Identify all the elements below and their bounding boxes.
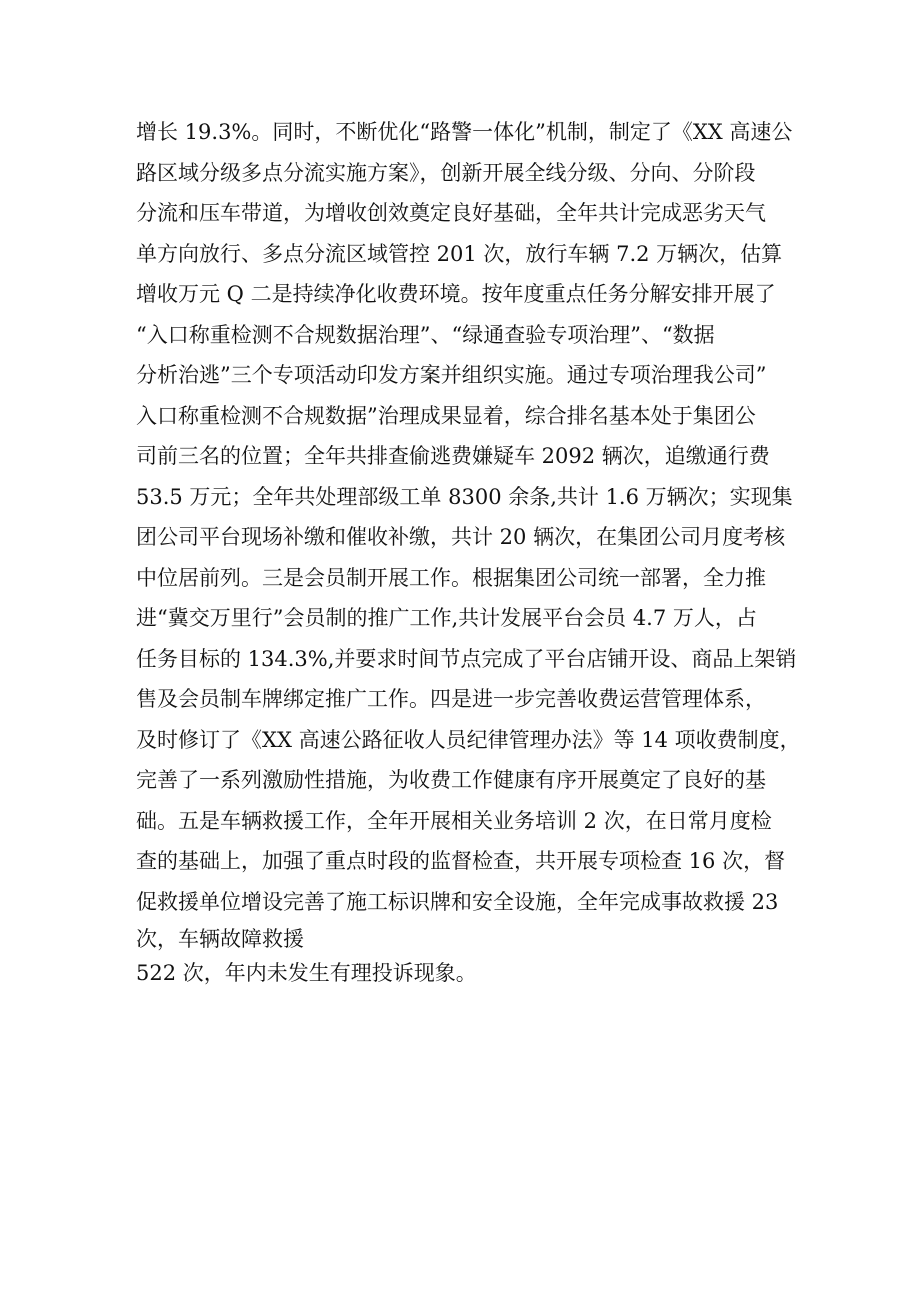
- text-line: 单方向放行、多点分流区域管控 201 次，放行车辆 7.2 万辆次，估算: [136, 241, 783, 266]
- text-line: 础。五是车辆救援工作，全年开展相关业务培训 2 次，在日常月度检: [136, 808, 772, 833]
- text-line: 增长 19.3%。同时，不断优化“路警一体化”机制，制定了《XX 高速公: [136, 120, 793, 144]
- text-line: 分析治逃”三个专项活动印发方案并组织实施。通过专项治理我公司”: [136, 363, 767, 387]
- text-line: “入口称重检测不合规数据治理”、“绿通查验专项治理”、“数据: [136, 322, 715, 347]
- text-line: 53.5 万元；全年共处理部级工单 8300 余条,共计 1.6 万辆次；实现集: [136, 484, 793, 509]
- text-line: 完善了一系列激励性措施，为收费工作健康有序开展奠定了良好的基: [136, 768, 766, 792]
- text-line: 售及会员制车牌绑定推广工作。四是进一步完善收费运营管理体系，: [136, 687, 766, 711]
- text-line: 路区域分级多点分流实施方案》，创新开展全线分级、分向、分阶段: [136, 160, 756, 185]
- text-line: 查的基础上，加强了重点时段的监督检查，共开展专项检查 16 次，督: [136, 849, 786, 873]
- text-line: 任务目标的 134.3%,并要求时间节点完成了平台店铺开设、商品上架销: [136, 646, 797, 671]
- text-line: 进“冀交万里行”会员制的推广工作,共计发展平台会员 4.7 万人，占: [136, 606, 757, 630]
- text-line: 中位居前列。三是会员制开展工作。根据集团公司统一部署，全力推: [136, 565, 766, 590]
- text-line: 团公司平台现场补缴和催收补缴，共计 20 辆次，在集团公司月度考核: [136, 525, 786, 549]
- body-paragraph: [136, 112, 816, 990]
- text-line: 促救援单位增设完善了施工标识牌和安全设施，全年完成事故救援 23: [136, 889, 779, 914]
- text-line: 司前三名的位置；全年共排查偷逃费嫌疑车 2092 辆次，追缴通行费: [136, 444, 770, 468]
- text-line: 入口称重检测不合规数据”治理成果显着，综合排名基本处于集团公: [136, 403, 756, 428]
- text-line: 及时修订了《XX 高速公路征收人员纪律管理办法》等 14 项收费制度，: [136, 727, 801, 752]
- text-line: 分流和压车带道，为增收创效奠定良好基础，全年共计完成恶劣天气: [136, 201, 766, 225]
- text-line: 522 次，年内未发生有理投诉现象。: [136, 961, 477, 985]
- text-line: 增收万元 Q 二是持续净化收费环境。按年度重点任务分解安排开展了: [136, 282, 776, 306]
- text-line: 次，车辆故障救援: [136, 927, 304, 951]
